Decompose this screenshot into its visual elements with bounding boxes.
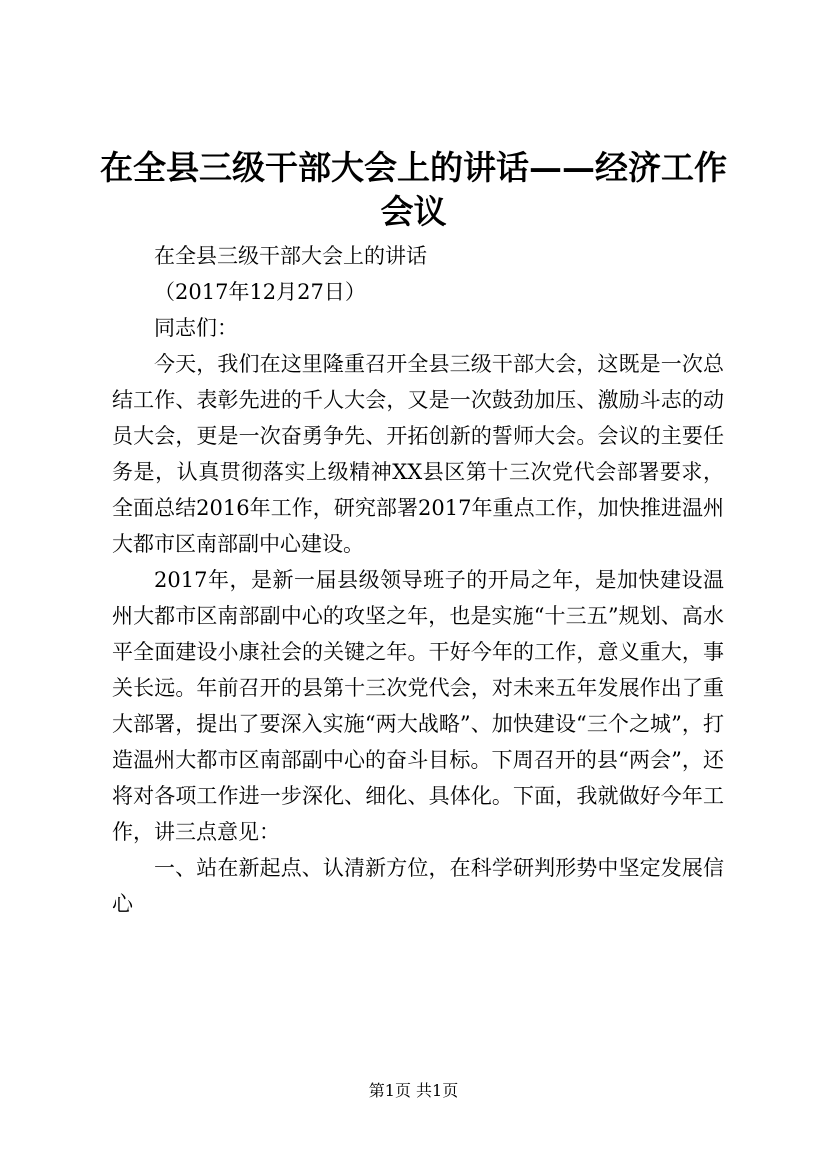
salutation: 同志们：: [154, 316, 238, 340]
paragraph-2: 2017年，是新一届县级领导班子的开局之年，是加快建设温州大都市区南部副中心的攻坚之年，也是实施“十三五”规划、高水平全面建设小康社会的关键之年。干好今年的工作，意义重大，事关长远。年前召开的县第十三次党代会，对未来五年发展作出了重大部署，提出了要深入实施“两大战略”、加快建设“三个之城”，打造温州大都市区南部副中心的奋斗目标。下周召开的县“两会”，还将对各项工作进一步深化、细化、具体化。下面，我就做好今年工作，讲三点意见：: [112, 568, 724, 844]
document-title: 在全县三级干部大会上的讲话——经济工作会议: [100, 148, 727, 231]
speech-subtitle: 在全县三级干部大会上的讲话: [154, 244, 427, 268]
speech-date: （2017年12月27日）: [154, 280, 366, 304]
section-heading-1: 一、站在新起点、认清新方位，在科学研判形势中坚定发展信心: [112, 856, 724, 916]
page-footer: 第1页 共1页: [368, 1081, 459, 1100]
paragraph-1: 今天，我们在这里隆重召开全县三级干部大会，这既是一次总结工作、表彰先进的千人大会，又是一次鼓劲加压、激励斗志的动员大会，更是一次奋勇争先、开拓创新的誓师大会。会议的主要任务是，认真贯彻落实上级精神XX县区第十三次党代会部署要求，全面总结2016年工作，研究部署2017年重点工作，加快推进温州大都市区南部副中心建设。: [112, 352, 724, 556]
document-body: [112, 238, 724, 922]
